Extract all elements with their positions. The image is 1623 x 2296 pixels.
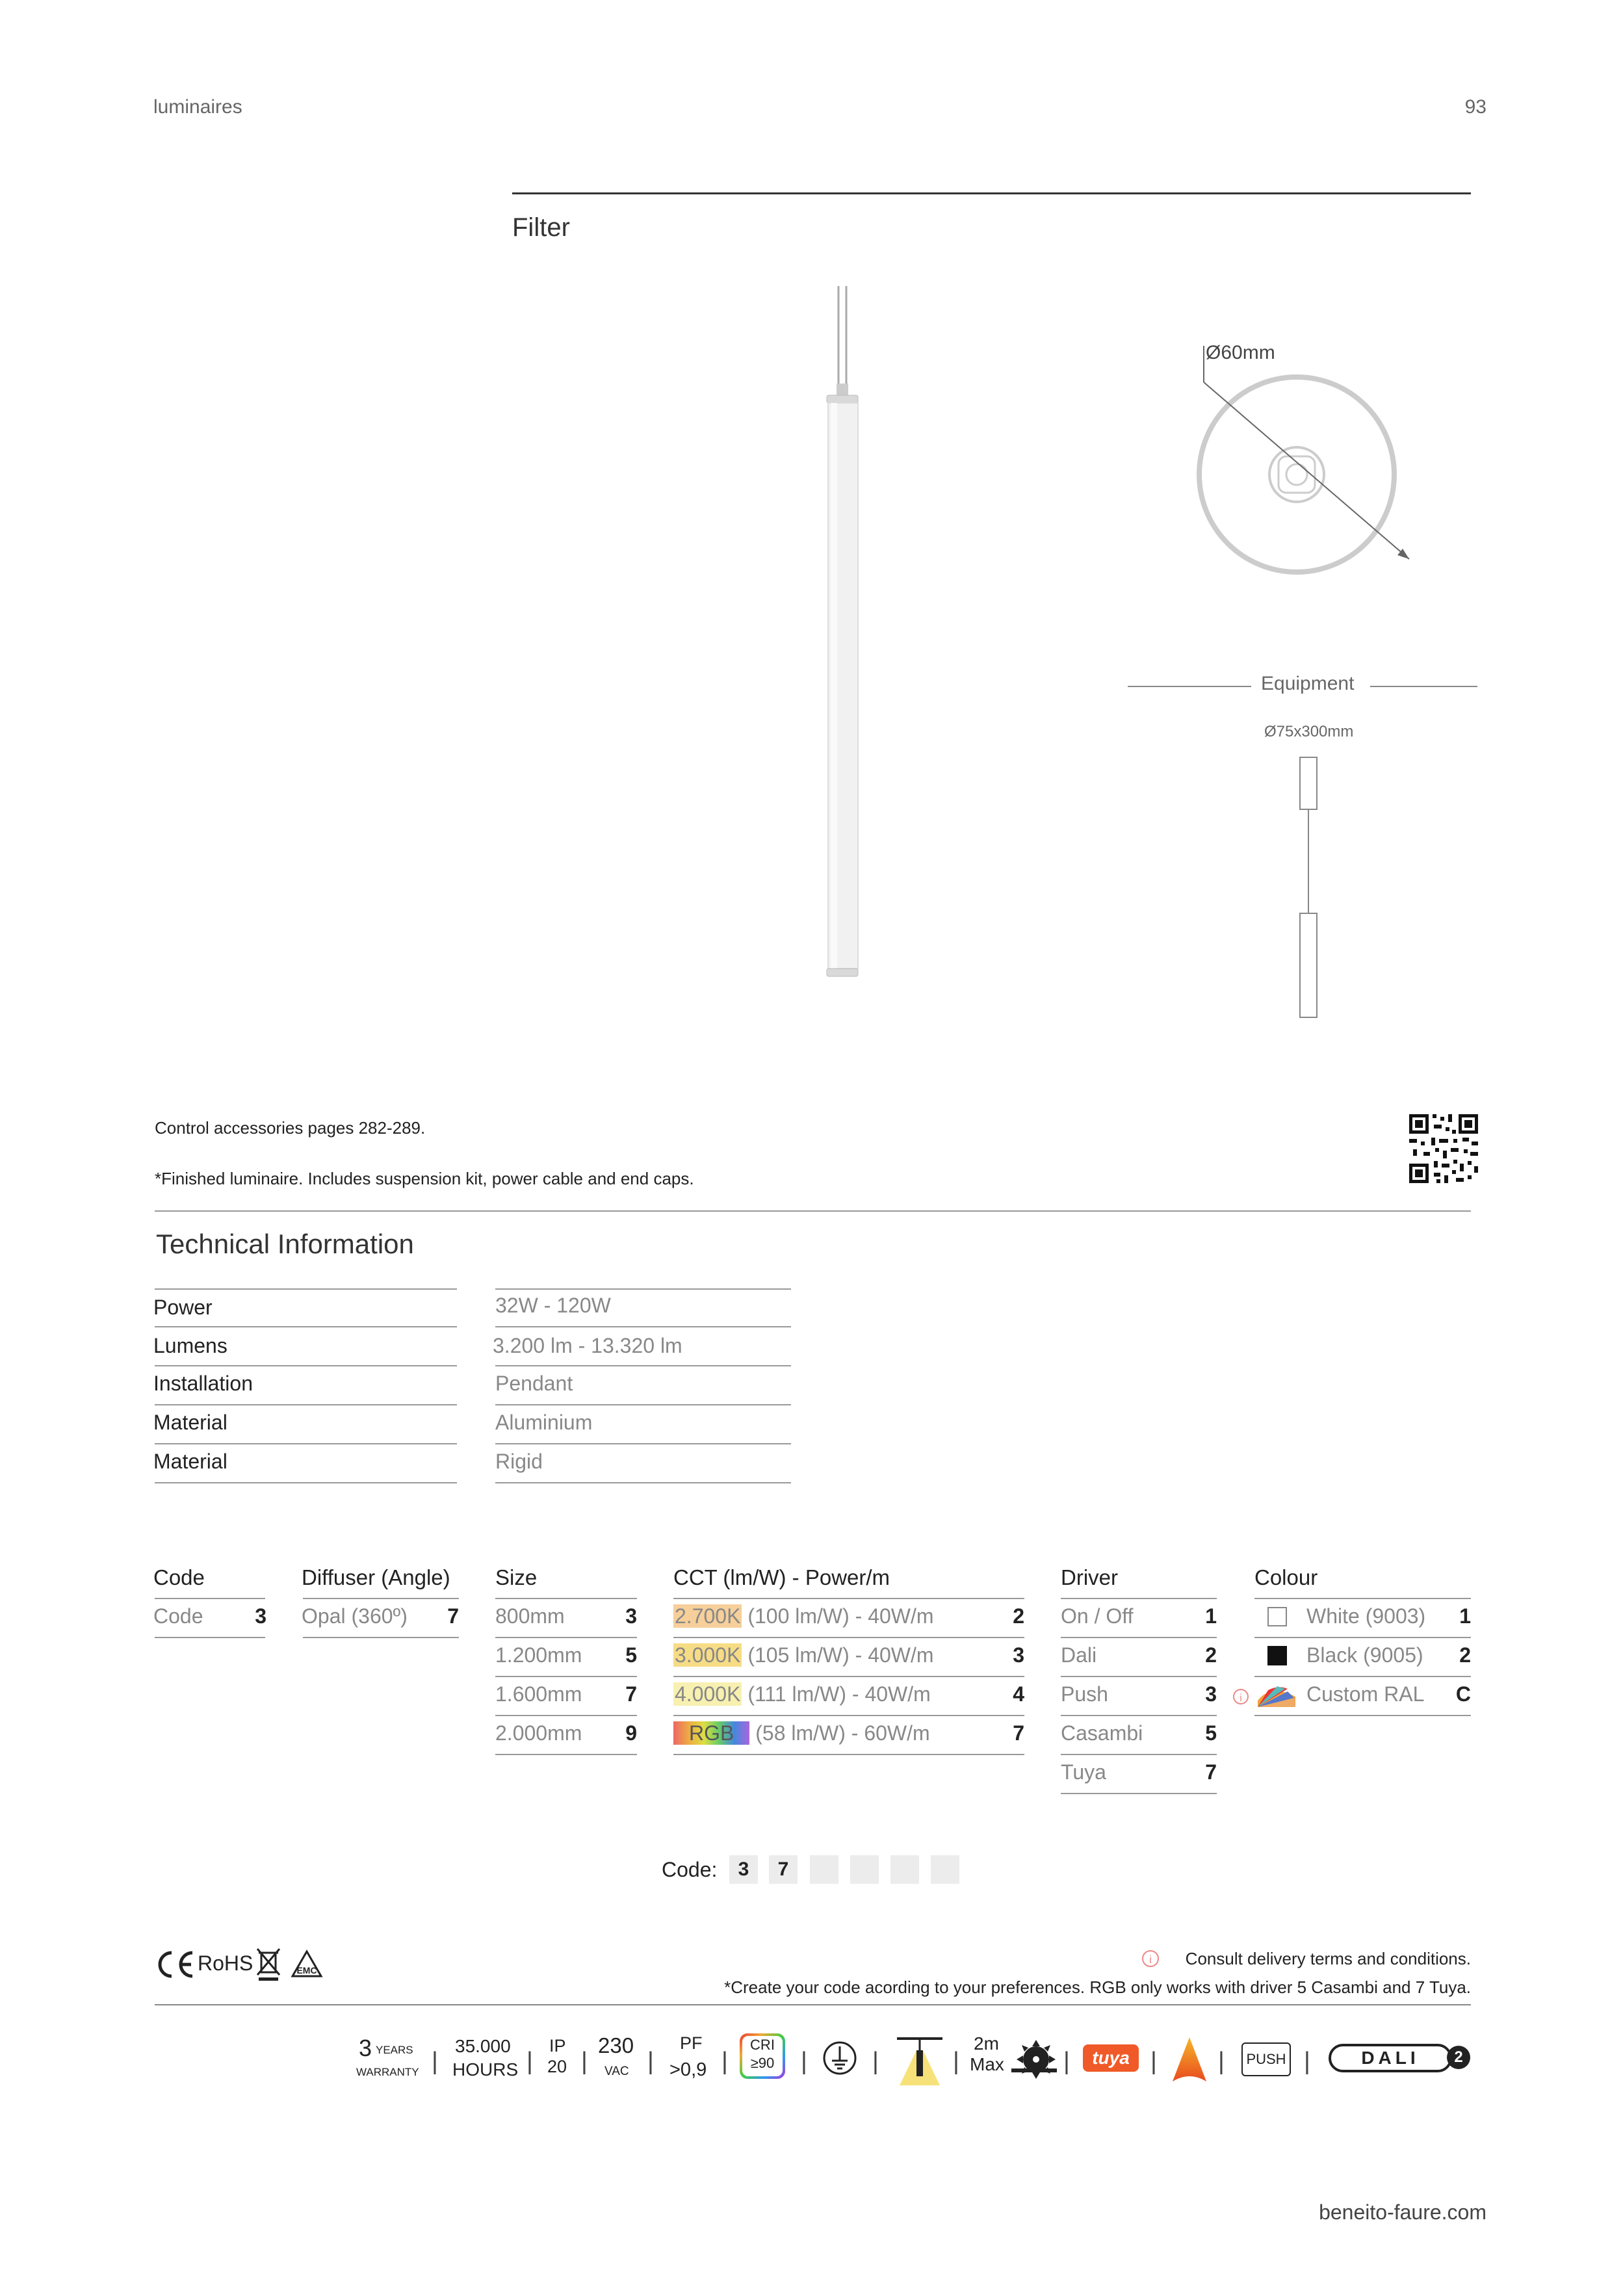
column-rule	[1061, 1715, 1217, 1716]
column-rule	[495, 1754, 637, 1755]
cct-tag-2700k: 2.700K	[675, 1604, 741, 1628]
qr-code[interactable]	[1408, 1113, 1479, 1184]
cct-option[interactable]	[673, 1604, 934, 1628]
title-rule	[512, 192, 1471, 194]
diameter-label: Ø60mm	[1206, 342, 1275, 363]
product-title: Filter	[512, 213, 570, 242]
tech-rule	[495, 1443, 791, 1444]
pendant-light-icon	[890, 2035, 949, 2087]
finished-note: *Finished luminaire. Includes suspension kit, power cable and end caps.	[155, 1169, 694, 1188]
driver-option-code: 7	[1205, 1760, 1217, 1784]
driver-option-code: 1	[1205, 1604, 1217, 1628]
cct-column-head: CCT (lm/W) - Power/m	[673, 1565, 890, 1589]
svg-text:i: i	[1149, 1953, 1152, 1966]
column-rule	[673, 1715, 1024, 1716]
badge-separator: |	[1063, 2048, 1070, 2075]
diffuser-option-label[interactable]: Opal (360º)	[302, 1604, 408, 1628]
voltage-number: 230	[598, 2033, 634, 2057]
cct-detail: (111 lm/W) - 40W/m	[742, 1682, 931, 1706]
push-badge: PUSH	[1241, 2042, 1291, 2076]
driver-option-code: 2	[1205, 1643, 1217, 1667]
code-box[interactable]	[850, 1855, 879, 1884]
diffuser-option-code: 7	[447, 1604, 459, 1628]
size-option-label[interactable]: 2.000mm	[495, 1721, 582, 1745]
tech-rule	[155, 1482, 457, 1483]
black-swatch	[1267, 1646, 1287, 1665]
column-rule	[155, 1598, 265, 1599]
equipment-line-right	[1370, 686, 1477, 687]
column-rule	[1061, 1598, 1217, 1599]
badge-separator: |	[1304, 2048, 1310, 2075]
tech-rule	[495, 1365, 791, 1366]
column-rule	[673, 1637, 1024, 1638]
colour-option-label[interactable]: White (9003)	[1306, 1604, 1426, 1628]
colour-column-head: Colour	[1254, 1565, 1318, 1589]
code-option-label: Code	[153, 1604, 203, 1628]
ce-mark-icon	[153, 1949, 196, 1980]
hours-label: HOURS	[452, 2059, 519, 2080]
tech-label: Lumens	[153, 1334, 227, 1357]
driver-option-code: 3	[1205, 1682, 1217, 1706]
cct-option-code: 2	[1013, 1604, 1024, 1628]
tech-rule	[155, 1326, 457, 1327]
luminaire-illustration	[799, 286, 897, 1008]
website-link[interactable]: beneito-faure.com	[1319, 2200, 1487, 2224]
cri-value: ≥90	[750, 2055, 775, 2071]
code-box[interactable]: 3	[729, 1855, 758, 1884]
driver-option-code: 5	[1205, 1721, 1217, 1745]
control-note: Control accessories pages 282-289.	[155, 1118, 426, 1138]
svg-text:EMC: EMC	[296, 1965, 317, 1976]
section-label: luminaires	[153, 96, 242, 118]
hours-number: 35.000	[455, 2036, 511, 2056]
dali-version: 2	[1447, 2046, 1470, 2069]
tech-label: Installation	[153, 1372, 253, 1395]
create-code-note: *Create your code acording to your preferences. RGB only works with driver 5 Casambi and 7 Tuya.	[724, 1977, 1471, 1997]
driver-option-label[interactable]: On / Off	[1061, 1604, 1134, 1628]
size-column-head: Size	[495, 1565, 538, 1589]
code-column-head: Code	[153, 1565, 205, 1589]
pf-value: >0,9	[669, 2059, 707, 2080]
warranty-years-number: 3	[359, 2035, 372, 2061]
tech-label: Power	[153, 1296, 213, 1319]
tech-rule	[495, 1326, 791, 1327]
cct-option-code: 4	[1013, 1682, 1024, 1706]
white-swatch	[1267, 1607, 1287, 1626]
cri-label: CRI	[750, 2037, 775, 2053]
code-builder-label: Code:	[662, 1858, 718, 1881]
driver-option-label[interactable]: Dali	[1061, 1643, 1097, 1667]
size-option-label[interactable]: 1.600mm	[495, 1682, 582, 1706]
column-rule	[673, 1676, 1024, 1677]
equipment-diagram	[1293, 754, 1326, 1021]
column-rule	[1254, 1598, 1471, 1599]
tech-value: 32W - 120W	[495, 1294, 611, 1317]
tech-value: Pendant	[495, 1372, 573, 1395]
cut-saw-icon	[1011, 2036, 1057, 2081]
code-box[interactable]	[890, 1855, 919, 1884]
tech-rule	[495, 1482, 791, 1483]
code-option-code: 3	[255, 1604, 266, 1628]
ip-label: IP	[549, 2036, 566, 2055]
emc-mark-icon	[287, 1948, 326, 1980]
colour-option-code: 2	[1459, 1643, 1471, 1667]
tech-rule	[155, 1443, 457, 1444]
code-box[interactable]	[810, 1855, 838, 1884]
badge-separator: |	[1218, 2048, 1225, 2075]
cct-option[interactable]	[673, 1682, 931, 1706]
cct-option-code: 7	[1013, 1721, 1024, 1745]
weee-bin-icon	[255, 1946, 282, 1981]
delivery-note: Consult delivery terms and conditions.	[1185, 1949, 1471, 1968]
column-rule	[1061, 1754, 1217, 1755]
cross-section-diagram	[1183, 338, 1430, 585]
badge-separator: |	[432, 2048, 438, 2075]
cct-detail: (100 lm/W) - 40W/m	[742, 1604, 934, 1628]
voltage-unit: VAC	[604, 2065, 629, 2078]
size-option-code: 7	[625, 1682, 637, 1706]
badge-separator: |	[581, 2048, 588, 2075]
colour-option-code: C	[1455, 1682, 1471, 1706]
ip-rating: 20	[547, 2057, 567, 2076]
column-rule	[495, 1715, 637, 1716]
column-rule	[303, 1598, 459, 1599]
size-option-label[interactable]: 1.200mm	[495, 1643, 582, 1667]
column-rule	[1254, 1676, 1471, 1677]
colour-option-label[interactable]: Black (9005)	[1306, 1643, 1423, 1667]
cct-option[interactable]	[673, 1643, 934, 1667]
cct-option[interactable]	[673, 1721, 930, 1745]
footer-divider	[155, 2004, 1471, 2005]
column-rule	[155, 1637, 265, 1638]
cri-badge	[740, 2033, 785, 2079]
driver-option-label[interactable]: Casambi	[1061, 1721, 1143, 1745]
cable-length: 2m	[974, 2033, 999, 2054]
column-rule	[495, 1637, 637, 1638]
column-rule	[1254, 1715, 1471, 1716]
driver-option-label[interactable]: Tuya	[1061, 1760, 1106, 1784]
tech-value: Rigid	[495, 1450, 543, 1473]
column-rule	[673, 1598, 1024, 1599]
size-option-code: 3	[625, 1604, 637, 1628]
ground-symbol-icon	[822, 2040, 858, 2076]
column-rule	[495, 1676, 637, 1677]
tuya-badge: tuya	[1083, 2044, 1139, 2072]
size-option-code: 5	[625, 1643, 637, 1667]
cct-tag-4000k: 4.000K	[675, 1682, 741, 1706]
badge-separator: |	[872, 2048, 879, 2075]
colour-option-code: 1	[1459, 1604, 1471, 1628]
column-rule	[1254, 1637, 1471, 1638]
badge-separator: |	[526, 2048, 533, 2075]
tech-rule	[495, 1288, 791, 1290]
warranty-label: WARRANTY	[356, 2066, 419, 2078]
diffuser-column-head: Diffuser (Angle)	[302, 1565, 450, 1589]
info-icon	[1141, 1949, 1160, 1968]
cct-tag-rgb: RGB	[673, 1721, 749, 1745]
dali-badge: DALI	[1329, 2044, 1452, 2072]
equipment-size: Ø75x300mm	[1264, 723, 1354, 740]
driver-column-head: Driver	[1061, 1565, 1118, 1589]
pf-label: PF	[680, 2033, 703, 2053]
tech-rule	[155, 1404, 457, 1405]
rohs-label: RoHS	[198, 1951, 253, 1975]
driver-option-label[interactable]: Push	[1061, 1682, 1108, 1706]
page-number: 93	[1464, 96, 1487, 118]
warranty-years-unit: YEARS	[376, 2044, 413, 2056]
equipment-line-left	[1128, 686, 1251, 687]
svg-text:i: i	[1240, 1693, 1242, 1704]
cct-tag-3000k: 3.000K	[675, 1643, 741, 1667]
column-rule	[1061, 1676, 1217, 1677]
tech-value: 3.200 lm - 13.320 lm	[493, 1334, 682, 1357]
tech-label: Material	[153, 1450, 227, 1473]
tech-rule	[495, 1404, 791, 1405]
equipment-label: Equipment	[1261, 673, 1355, 694]
column-rule	[303, 1637, 459, 1638]
badge-separator: |	[647, 2048, 654, 2075]
tech-rule	[155, 1365, 457, 1366]
cable-max-label: Max	[970, 2054, 1004, 2074]
notes-divider	[155, 1210, 1471, 1212]
custom-ral-icon	[1232, 1681, 1303, 1711]
code-box[interactable]: 7	[769, 1855, 798, 1884]
tech-label: Material	[153, 1411, 227, 1434]
colour-option-label[interactable]: Custom RAL	[1306, 1682, 1425, 1706]
column-rule	[495, 1598, 637, 1599]
cct-detail: (58 lm/W) - 60W/m	[749, 1721, 930, 1745]
column-rule	[1061, 1793, 1217, 1794]
badge-separator: |	[801, 2048, 807, 2075]
size-option-code: 9	[625, 1721, 637, 1745]
cct-detail: (105 lm/W) - 40W/m	[742, 1643, 934, 1667]
tech-value: Aluminium	[495, 1411, 593, 1434]
tech-info-title: Technical Information	[156, 1229, 414, 1259]
column-rule	[673, 1754, 1024, 1755]
cct-option-code: 3	[1013, 1643, 1024, 1667]
code-box[interactable]	[931, 1855, 959, 1884]
size-option-label[interactable]: 800mm	[495, 1604, 565, 1628]
badge-separator: |	[721, 2048, 728, 2075]
column-rule	[1061, 1637, 1217, 1638]
tech-rule	[155, 1288, 457, 1290]
badge-separator: |	[1150, 2048, 1157, 2075]
casambi-logo-icon	[1170, 2035, 1209, 2084]
badge-separator: |	[953, 2048, 959, 2075]
